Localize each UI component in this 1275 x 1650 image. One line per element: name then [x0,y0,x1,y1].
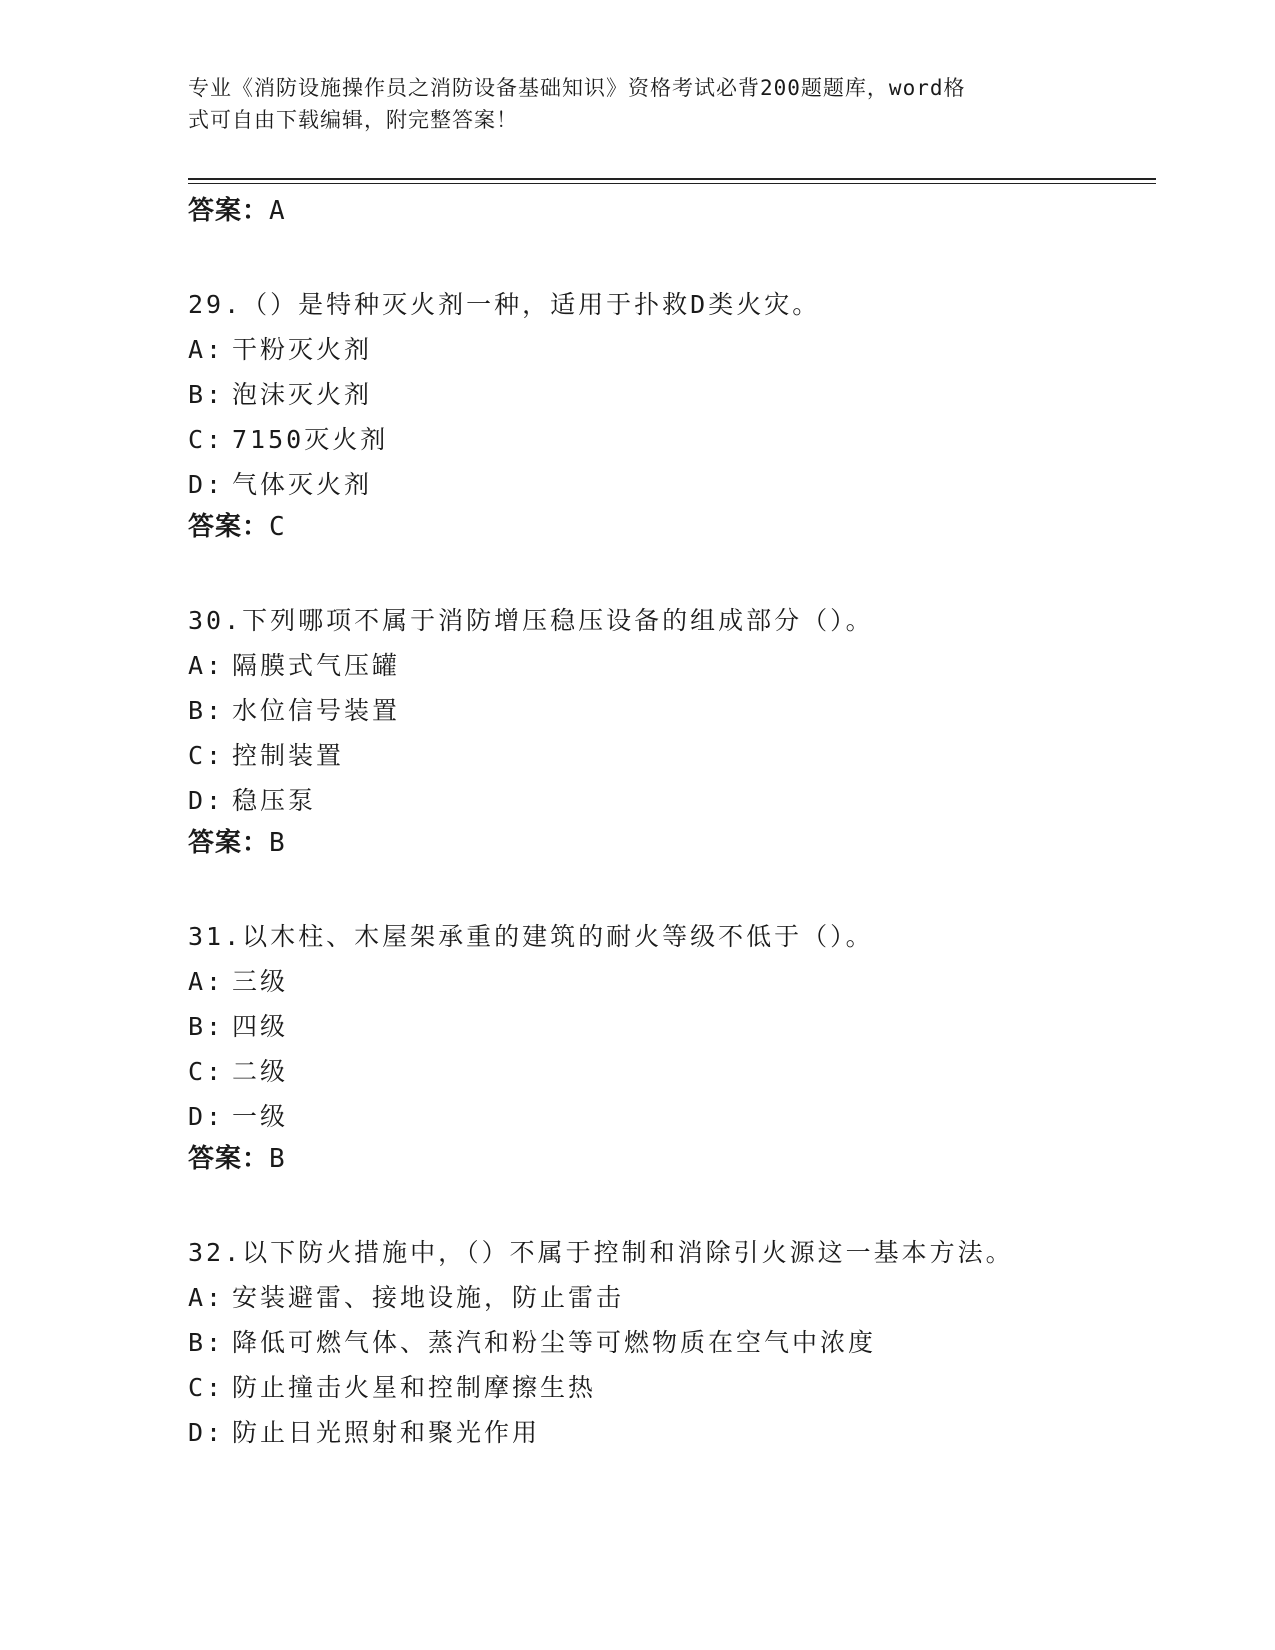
answer-value: B [269,828,286,858]
option-b [188,372,1148,417]
option-key: A: [188,967,225,996]
option-b [188,1004,1148,1049]
option-c [188,733,1148,778]
option-key: B: [188,1012,225,1041]
option-key: B: [188,380,225,409]
option-b [188,688,1148,733]
option-key: A: [188,651,225,680]
question-29 [188,282,1148,547]
option-text: 一级 [232,1102,289,1131]
answer-label: 答案： [188,512,270,542]
option-key: D: [188,786,225,815]
option-d [188,1410,1148,1455]
option-text: 降低可燃气体、蒸汽和粉尘等可燃物质在空气中浓度 [232,1328,877,1357]
option-key: B: [188,696,225,725]
option-a [188,327,1148,372]
header-divider-thick [188,178,1156,180]
option-key: C: [188,1373,225,1402]
option-text: 四级 [232,1012,289,1041]
option-c [188,417,1148,462]
answer-label: 答案： [188,828,270,858]
question-answer [188,1139,1148,1179]
option-text: 防止撞击火星和控制摩擦生热 [232,1373,597,1402]
option-key: B: [188,1328,225,1357]
answer-value: C [269,512,286,542]
option-text: 二级 [232,1057,289,1086]
option-text: 稳压泵 [232,786,317,815]
header-title-line-1: 专业《消防设施操作员之消防设备基础知识》资格考试必背200题题库，word格 [188,76,966,100]
header-title-line-2: 式可自由下载编辑，附完整答案！ [188,108,518,132]
question-stem: 31.以木柱、木屋架承重的建筑的耐火等级不低于（）。 [188,922,874,951]
option-a [188,1275,1148,1320]
option-a [188,643,1148,688]
option-key: C: [188,1057,225,1086]
option-text: 气体灭火剂 [232,470,373,499]
question-answer [188,507,1148,547]
option-key: C: [188,425,225,454]
answer-label: 答案： [188,196,270,226]
question-32 [188,1230,1148,1455]
question-stem: 32.以下防火措施中，（）不属于控制和消除引火源这一基本方法。 [188,1238,1014,1267]
option-d [188,462,1148,507]
option-key: A: [188,335,225,364]
question-stem: 29.（）是特种灭火剂一种，适用于扑救D类火灾。 [188,290,821,319]
option-key: A: [188,1283,225,1312]
option-b [188,1320,1148,1365]
option-d [188,1094,1148,1139]
option-text: 安装避雷、接地设施，防止雷击 [232,1283,625,1312]
option-text: 泡沫灭火剂 [232,380,373,409]
option-text: 控制装置 [232,741,345,770]
answer-label: 答案： [188,1144,270,1174]
option-text: 干粉灭火剂 [232,335,373,364]
option-d [188,778,1148,823]
option-key: D: [188,1102,225,1131]
question-answer [188,823,1148,863]
option-c [188,1049,1148,1094]
option-text: 防止日光照射和聚光作用 [232,1418,541,1447]
question-list [188,191,1148,1455]
question-stem: 30.下列哪项不属于消防增压稳压设备的组成部分（）。 [188,606,874,635]
question-30 [188,598,1148,863]
document-header [188,72,1068,136]
option-key: C: [188,741,225,770]
answer-value: B [269,1144,286,1174]
answer-value: A [269,196,286,226]
question-31 [188,914,1148,1179]
option-text: 三级 [232,967,289,996]
header-divider-thin [188,183,1156,184]
option-text: 水位信号装置 [232,696,401,725]
option-text: 7150灭火剂 [232,425,389,454]
option-key: D: [188,1418,225,1447]
option-text: 隔膜式气压罐 [232,651,401,680]
option-a [188,959,1148,1004]
option-c [188,1365,1148,1410]
option-key: D: [188,470,225,499]
previous-answer [188,191,1148,231]
